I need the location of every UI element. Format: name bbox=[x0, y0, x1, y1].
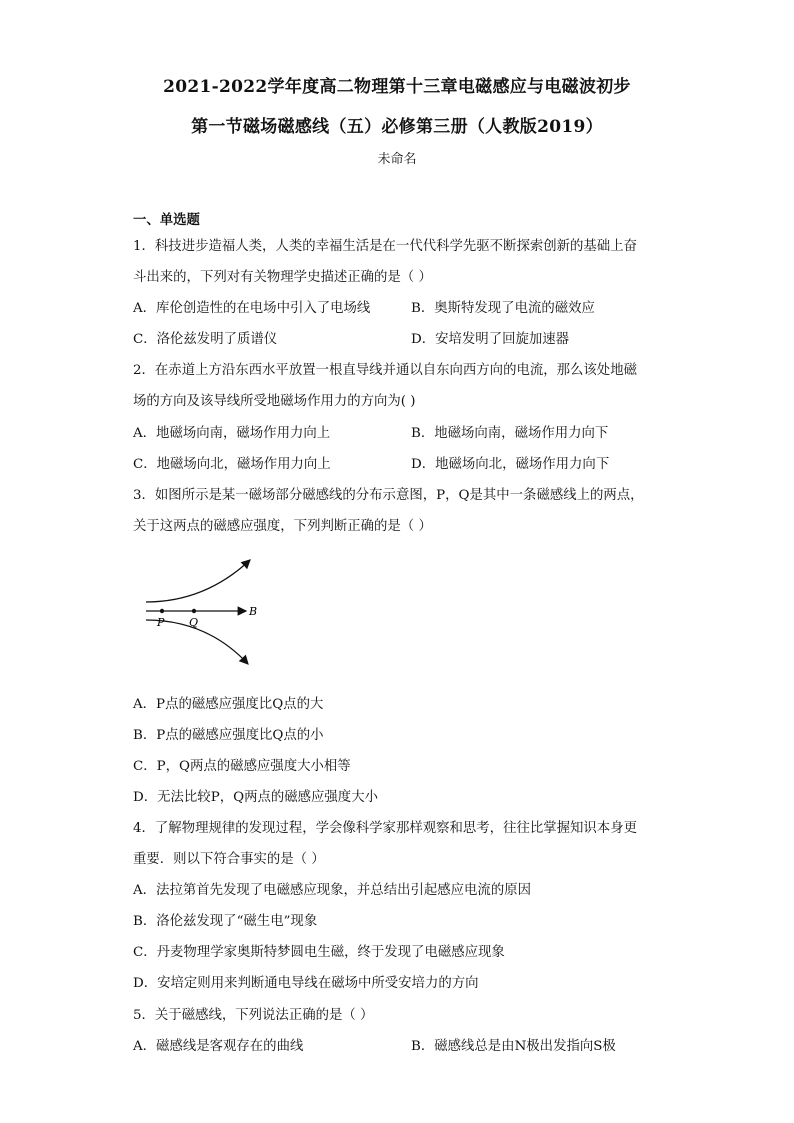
q5-option-a: A．磁感线是客观存在的曲线 bbox=[133, 1039, 304, 1054]
magnetic-field-figure bbox=[140, 548, 270, 676]
title-line-2: 第一节磁场磁感线（五）必修第三册（人教版2019） bbox=[191, 117, 603, 137]
label-b: B bbox=[249, 605, 258, 618]
title-line-1: 2021-2022学年度高二物理第十三章电磁感应与电磁波初步 bbox=[163, 77, 631, 97]
q3-stem-line1: 3．如图所示是某一磁场部分磁感线的分布示意图，P，Q是其中一条磁感线上的两点， bbox=[133, 488, 644, 503]
q1-option-d: D．安培发明了回旋加速器 bbox=[411, 332, 570, 347]
q3-option-b: B．P点的磁感应强度比Q点的小 bbox=[133, 728, 324, 743]
q1-option-c: C．洛伦兹发明了质谱仪 bbox=[133, 332, 278, 347]
q2-option-c: C．地磁场向北，磁场作用力向上 bbox=[133, 457, 331, 472]
q4-option-c: C．丹麦物理学家奥斯特梦圆电生磁，终于发现了电磁感应现象 bbox=[133, 945, 505, 960]
upper-field-line bbox=[146, 560, 250, 602]
q3-stem-line2: 关于这两点的磁感应强度，下列判断正确的是（ ） bbox=[133, 519, 432, 534]
q1-option-a: A．库伦创造性的在电场中引入了电场线 bbox=[133, 301, 371, 316]
q2-option-d: D．地磁场向北，磁场作用力向下 bbox=[411, 457, 610, 472]
q5-stem-line1: 5．关于磁感线，下列说法正确的是（ ） bbox=[133, 1008, 374, 1023]
author: 未命名 bbox=[377, 152, 417, 167]
q1-option-b: B．奥斯特发现了电流的磁效应 bbox=[411, 301, 595, 316]
q2-option-b: B．地磁场向南，磁场作用力向下 bbox=[411, 426, 609, 441]
label-q: Q bbox=[189, 616, 199, 629]
q2-option-a: A．地磁场向南，磁场作用力向上 bbox=[133, 426, 331, 441]
label-p: P bbox=[157, 616, 165, 629]
q4-option-b: B．洛伦兹发现了“磁生电”现象 bbox=[133, 914, 318, 929]
q1-stem-line2: 斗出来的，下列对有关物理学史描述正确的是（ ） bbox=[133, 270, 432, 285]
q4-option-d: D．安培定则用来判断通电导线在磁场中所受安培力的方向 bbox=[133, 976, 479, 991]
q4-stem-line2: 重要．则以下符合事实的是（ ） bbox=[133, 852, 325, 867]
q2-stem-line1: 2．在赤道上方沿东西水平放置一根直导线并通以自东向西方向的电流，那么该处地磁 bbox=[133, 363, 637, 378]
q4-stem-line1: 4．了解物理规律的发现过程，学会像科学家那样观察和思考，往往比掌握知识本身更 bbox=[133, 821, 637, 836]
q1-stem-line1: 1．科技进步造福人类，人类的幸福生活是在一代代科学先驱不断探索创新的基础上奋 bbox=[133, 239, 637, 254]
q3-option-d: D．无法比较P，Q两点的磁感应强度大小 bbox=[133, 790, 378, 805]
q4-option-a: A．法拉第首先发现了电磁感应现象，并总结出引起感应电流的原因 bbox=[133, 883, 531, 898]
q5-option-b: B．磁感线总是由N极出发指向S极 bbox=[411, 1039, 616, 1054]
section-heading: 一、单选题 bbox=[133, 212, 200, 228]
q2-stem-line2: 场的方向及该导线所受地磁场作用力的方向为( ) bbox=[133, 394, 416, 409]
point-q bbox=[192, 609, 196, 613]
q3-option-c: C．P，Q两点的磁感应强度大小相等 bbox=[133, 759, 351, 774]
q3-option-a: A．P点的磁感应强度比Q点的大 bbox=[133, 697, 324, 712]
point-p bbox=[160, 609, 164, 613]
